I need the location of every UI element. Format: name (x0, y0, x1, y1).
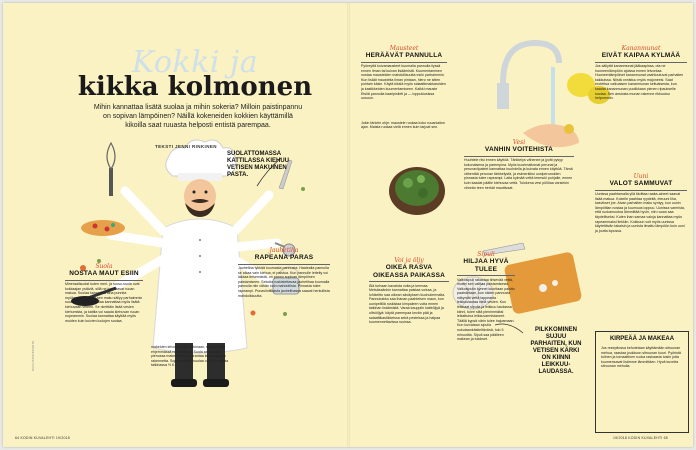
section-jauhetiha (238, 247, 330, 298)
tip-box (595, 331, 689, 433)
section-body: Jos säilytät kananmunat jääkaapissa, ota ne huoneenlämpöön ajoissa ennen leivontaa. Huoneenlämpöiset kananmunat vaahtoutuvat parhaiten kakkuissa. Niistä onnistuu myös majoneesi. Saat erotettua valkuaisen kananmunan keltuaisesta, kun kaadat kananmunan puolikkaan pienen ripaukselle suolaa. Sen ansiosta munan rakenne rikkoutuu helpommin. (595, 64, 684, 101)
section-kananmunat (595, 45, 687, 101)
magazine-spread (3, 3, 693, 447)
cutting-board (504, 251, 583, 314)
footer-right: 19/2018 KODIN KUVALEHTI 65 (613, 436, 668, 440)
section-mausteet (361, 45, 447, 130)
section-suola-continued (151, 345, 229, 368)
photo-credit: KUVA ISTOCKPHOTO (31, 340, 35, 371)
divider (65, 280, 143, 281)
byline: TEKSTI JENNI RINKINEN (155, 144, 217, 149)
section-body: Pyöreyttä kuivamausteet kuumalla pannulla ilyssä ennen ilman tai kuivan lisäämistä. Kuumentaminen nostaa mausteiden mahdollisuutta esiin parhaimmin. Kun lisäät mausteita ilman pintaan, hiero ne sitten puhtain käsin. Käytä kiksiä myös salaattimakkaroiden ja kastikkeiden kuumentamiseen. Kaikki mauste Etsiiä pannulla kaaripisileti ja — loppukiusissa uusuun. (361, 64, 446, 101)
pull-quote: SUOLATTOMASSA KATTILASSA KIEHUU VETISEN MAKUINEN PASTA. (227, 151, 289, 178)
tip-box-body: Jos resepitossa kehotetaan käyttämään sitruunan mehua, raastaa joukkoon sitruunan kuori. Pyöristä tulinen ja tomaattinen ruoka raskaasta tosiin jotta kuumensavat lisämme lämmittäen. Hyvä kuvetta sitruunan mehulla. (601, 346, 681, 369)
divider (369, 281, 449, 282)
section-vesi (464, 139, 574, 190)
section-category: Voi ja öljy (394, 257, 424, 264)
section-category: Jauhetiha (269, 247, 299, 254)
tip-box-heading: KIRPEÄÄ JA MAKEAA (609, 336, 675, 342)
lead-paragraph: Mihin kannattaa lisätä suolaa ja mihin sokeria? Milloin paistinpannu on sopivan lämpöinen? Näillä kokeneiden kokkien käyttämillä kikoilla saat ruuasta helposti entistä parempaa. (93, 104, 303, 129)
section-sipuli (457, 251, 515, 342)
section-body: Jauhetiha tykkää kuumasta pannusta. Haalealla pannulla se alkaa vain kiehua, ei paistua. Kun pannulle lettelty voi lakkaa tirisemästä, on pannu sopivan lämpöinen paistamiseen. Sekoita ruskistettavaa jauhetihaa kuumalla pannulla niin vähän kuin mahdollista. Pinnasta tulee rapeampi. Punaviinitikasta jauhelihassa saavat herkullista mahdoikkuutta. (238, 266, 330, 298)
section-category: Mausteet (389, 45, 419, 52)
divider (595, 62, 687, 63)
section-heading: EIVÄT KAIPAA KYLMÄÄ (601, 52, 681, 59)
divider (361, 62, 447, 63)
section-category: Uuni (633, 173, 649, 180)
pizza (81, 220, 125, 236)
section-category: Suola (95, 263, 113, 270)
page-title: kikka kolmonen (77, 72, 313, 102)
section-voi-ja-oljy (369, 257, 449, 325)
section-heading: VANHIN VOITEHISTA (484, 146, 554, 153)
section-body: Älä turhaan kavahda voita ja kermaa. Metsässänkin kannattaa paistaa voissa, ja lohikeitto saa oikean säväyksen kuohukermalta. Pannukakku saa ihanan paahteisen maun, kun uunipellillä ruskistaa kimpaleen voita ennen taikinan lisäämistä. Varaa kauppiin kaiteöljyä ja oliiviöljyä: käytä parempaa kevän pää ja salaattikastikkeissa sekä pesteissa ja halpaa kuumennettavissa ruuissa. (369, 283, 446, 325)
divider (238, 264, 330, 265)
section-body: Mineraalisuolat kuten meri- ja ruusu-suola ovat kokkaajan ystäviä, sillä ne korostavat ruuan makua. Suolaa kannattaa aina punnita myöhemmin, koska sen maku säilyy parhaimmin suolaa lisätessä. Suolaa kannattaa myös lisätä kiehuvaan veteen. Se nimittäin lisää vesien kiehumista, ja kattila voi saada kiehuvan ruuan nopeammin. Suolaa kannattaa käyttää myös muiden kuin kuivien luulojen suolaa. (65, 282, 143, 323)
section-body: Jokin tärkein ohje: maustele ruokaa koko ruuanlaiton ajan. Maista ruokaa vielä ennen kuin tarjoat sen. (361, 120, 445, 130)
section-heading: HERÄÄVÄT PANNULLA (365, 52, 443, 59)
title-top: Kokki ja (131, 45, 259, 80)
pull-quote: PILKKOMINEN SUJUU PARHAITEN, KUN VETISEN KÄRKI ON KIINNI LEIKKUU-LAUDASSA. (530, 327, 582, 375)
divider (464, 156, 574, 157)
section-category: Sipuli (477, 251, 495, 258)
chef-illustration (3, 3, 693, 447)
section-heading: HILJAA HYVÄ TULEE (463, 258, 509, 273)
divider (457, 275, 515, 276)
divider (595, 190, 687, 191)
section-heading: RAPEANA PARAS (254, 254, 314, 261)
section-body: Huuhtele riisi ennen käyttöä. Tärkkelys vähenee ja jyvät pysyy kokonaisena ja parempina. Myös kuorimattomat perunat ja perunaviipaleet kannattaa huuhdella ja kuivata ennen käyttöä. Tämä vähentää perunan tärkkelystä, ja esimerkiksi uuniperunoiden pinnasta tulee rapeampi. Laita kylmää vettä teemuki pohjalle, ennen kuin kaadat päälle kiehuvaa vettä. Tulokena vesi pöllöaa varsinkin vihreän teen herkät mauttivaat. (464, 158, 573, 190)
section-uuni (595, 173, 687, 233)
water-faucet (503, 43, 559, 83)
section-heading: VALOT SAMMUVAT (609, 180, 673, 187)
whisk (107, 143, 115, 169)
section-body: Valkosipuli rakastaa tirisevää vettä, muttei sen valttaa paistamisesta. Valkosipulin kynnet kuoritaan paistin paahdetaan, kun niiden pannusta näkymät vettä lappeasta leikkuulautaa vielä vesien. Kun leikkaat sipulia ja leikkuu laudassa kiinni, tulee siitä pienimmäksi leikattuina leikkuvarmistaneet. Täällä kypsä värin tulee hajoamaan. Kun kuivataan sipulia nukutaankäsiteltävänä, tulo 5 minuuttia. Sipuli saa päälleen makean ja tulokset. (457, 277, 515, 342)
section-heading: OIKEA RASVA OIKEASSA PAIKASSA (372, 264, 446, 279)
section-body: makeiden leivonnaisten taikinaan, sokerin sillä ehjemmässä nuttaisikaan. Suola antaa voita pienussa makeudelle ja parantaa leivonnaisten rakennetta. Sopiva määrä suolaa on ½ tl. suolaa taikinassa ½ tl. (151, 345, 229, 368)
footer-left: 64 KODIN KUVALEHTI 19/2018 (15, 436, 70, 440)
section-body: Uunissa paahtamalla yllä tävittaa raaka-aineet saavat lisää makua. Kokeile paahtaa ryydeitä, eteuuni liha, kasvikset jne. Aivan parhaiten maku syntyy, kun uunin lämpötilan nostaa ja kuumuus loppuu. Uunissa varmista, että ruokamuotoa lämmittää hyvin, niin ruoan saa täydelliseksi. Kuten ihan samaa valoja kannattaa myös rapeammaksi liekkiin. Kokkuun voit myös uunissa käytettävän takaisin ja uunista ilmattu lämpöön kuin uuni ja joutta lopussa. (595, 192, 685, 233)
section-suola (65, 263, 143, 323)
section-heading: NOSTAA MAUT ESIIN (69, 270, 139, 277)
section-category: Vesi (512, 139, 526, 146)
section-category: Kananmunat (621, 45, 661, 52)
